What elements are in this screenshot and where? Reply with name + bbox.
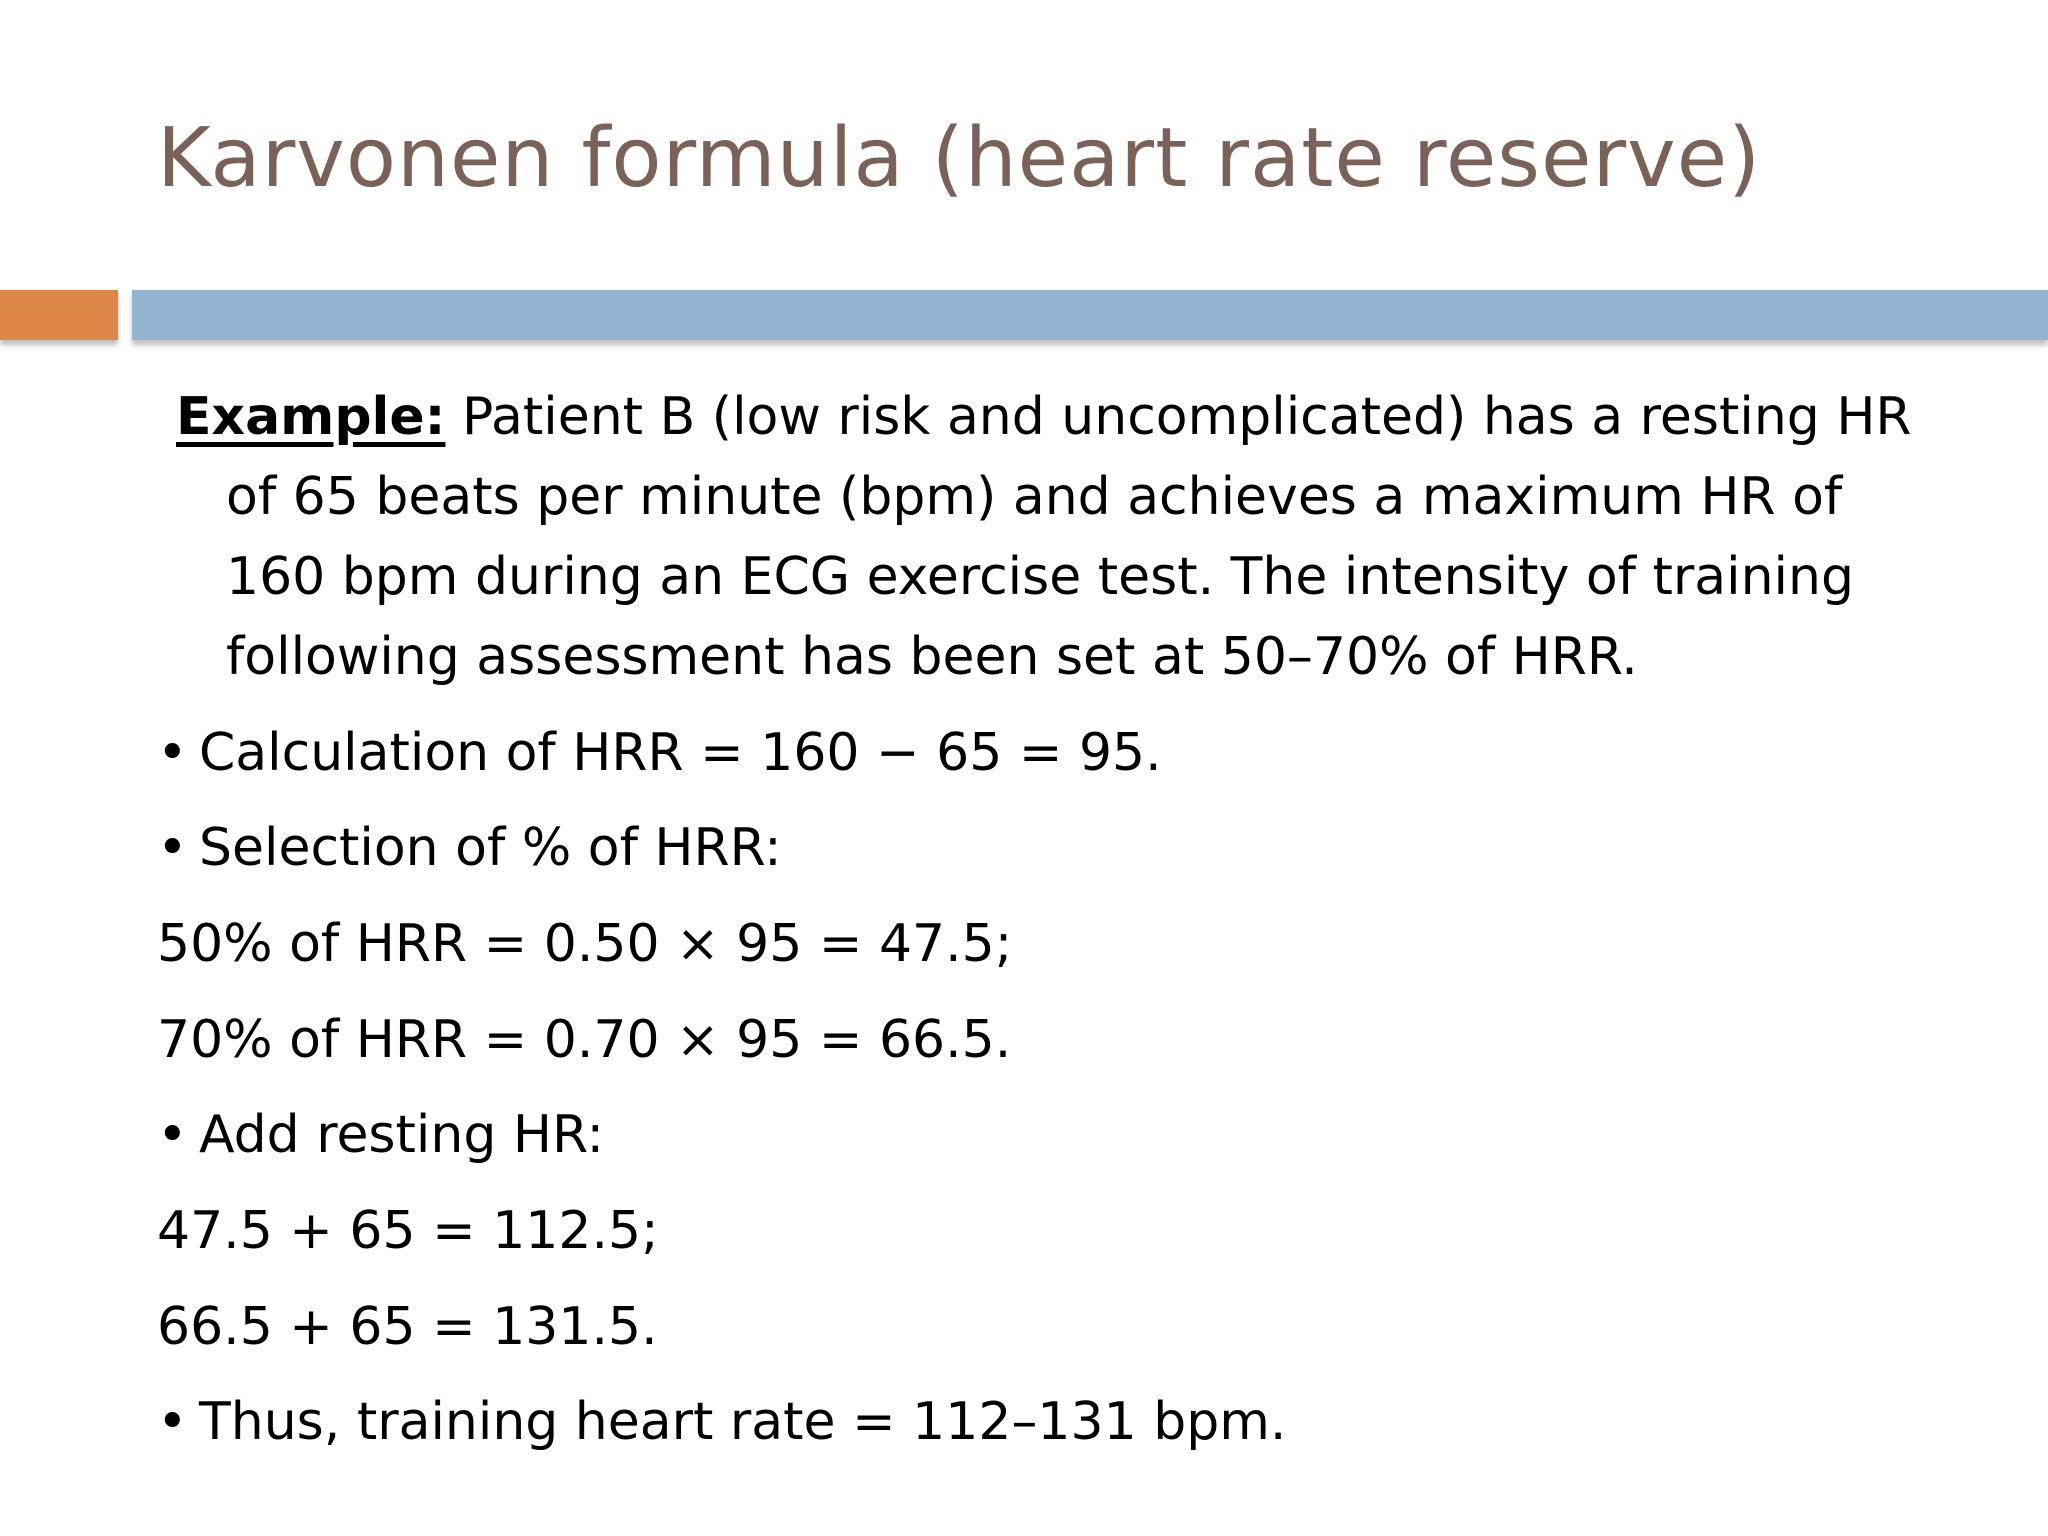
bullet-symbol: • xyxy=(157,818,188,878)
bullet-symbol: • xyxy=(157,1105,188,1165)
bullet-selection xyxy=(157,808,782,888)
sum-low: 47.5 + 65 = 112.5; xyxy=(157,1201,659,1261)
conclusion-text: Thus, training heart rate = 112–131 bpm. xyxy=(199,1392,1287,1452)
calc-50-percent: 50% of HRR = 0.50 × 95 = 47.5; xyxy=(157,914,1013,974)
example-line-3: 160 bpm during an ECG exercise test. The intensity of training xyxy=(226,547,1854,607)
example-text-1: Patient B (low risk and uncomplicated) has a resting HR xyxy=(445,387,1912,447)
selection-text: Selection of % of HRR: xyxy=(199,818,782,878)
sum-high: 66.5 + 65 = 131.5. xyxy=(157,1297,658,1357)
bullet-symbol: • xyxy=(157,723,188,783)
example-paragraph xyxy=(176,377,1916,697)
example-line-1 xyxy=(176,377,1916,457)
slide-title: Karvonen formula (heart rate reserve) xyxy=(157,111,1762,206)
bullet-conclusion xyxy=(157,1382,1286,1462)
bullet-hrr-calc xyxy=(157,713,1162,793)
bullet-symbol: • xyxy=(157,1392,188,1452)
bullet-add-resting xyxy=(157,1095,604,1175)
calc-70-percent: 70% of HRR = 0.70 × 95 = 66.5. xyxy=(157,1010,1012,1070)
hrr-calc-text: Calculation of HRR = 160 − 65 = 95. xyxy=(199,723,1162,783)
example-line-2: of 65 beats per minute (bpm) and achieves a maximum HR of xyxy=(226,467,1843,527)
add-resting-text: Add resting HR: xyxy=(199,1105,605,1165)
accent-bar-blue xyxy=(132,290,2048,340)
accent-bar-orange xyxy=(0,290,118,340)
example-label: Example: xyxy=(176,387,446,447)
example-line-4: following assessment has been set at 50–70% of HRR. xyxy=(226,627,1638,687)
